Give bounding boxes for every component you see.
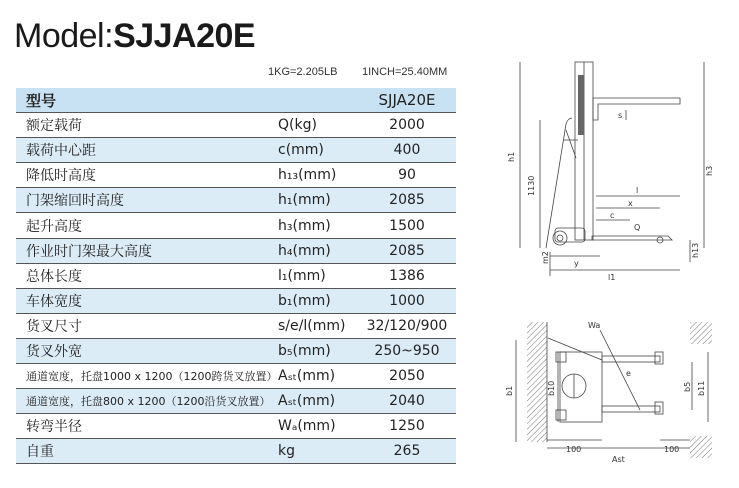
row-unit: Aₛₜ(mm) bbox=[278, 364, 358, 389]
label-h13: h13 bbox=[691, 242, 700, 258]
row-value: 2050 bbox=[358, 364, 456, 389]
row-value: 2000 bbox=[358, 113, 456, 138]
row-name: 作业时门架最大高度 bbox=[16, 238, 278, 263]
label-c: c bbox=[610, 211, 615, 220]
row-name: 转弯半径 bbox=[16, 414, 278, 439]
label-h3: h3 bbox=[705, 165, 714, 176]
row-unit: Wₐ(mm) bbox=[278, 414, 358, 439]
label-m2: m2 bbox=[541, 251, 550, 264]
row-name: 车体宽度 bbox=[16, 288, 278, 313]
row-unit: s/e/l(mm) bbox=[278, 313, 358, 338]
label-y: y bbox=[574, 259, 579, 268]
label-1130: 1130 bbox=[527, 175, 536, 196]
label-s: s bbox=[618, 111, 623, 120]
label-l: l bbox=[636, 186, 639, 195]
row-value: 2085 bbox=[358, 188, 456, 213]
row-unit: h₃(mm) bbox=[278, 213, 358, 238]
row-name: 总体长度 bbox=[16, 263, 278, 288]
right-wall-bottom bbox=[690, 436, 712, 458]
model-label: Model: bbox=[14, 17, 114, 55]
label-e: e bbox=[626, 369, 631, 378]
header-value: SJJA20E bbox=[358, 88, 456, 113]
side-view-diagram bbox=[520, 62, 704, 276]
row-name: 通道宽度，托盘1000 x 1200（1200跨货叉放置） bbox=[16, 364, 278, 389]
row-value: 1500 bbox=[358, 213, 456, 238]
row-unit: kg bbox=[278, 439, 358, 464]
unit-inch-conversion: 1INCH=25.40MM bbox=[362, 66, 448, 78]
left-wall bbox=[527, 322, 547, 442]
row-unit: Q(kg) bbox=[278, 113, 358, 138]
row-name: 货叉外宽 bbox=[16, 338, 278, 363]
label-100-left: 100 bbox=[566, 445, 582, 454]
fork-upper bbox=[602, 356, 660, 362]
label-x: x bbox=[628, 199, 633, 208]
row-unit: h₁(mm) bbox=[278, 188, 358, 213]
model-code: SJJA20E bbox=[113, 17, 256, 55]
row-name: 自重 bbox=[16, 439, 278, 464]
fork-lower bbox=[602, 406, 660, 412]
label-b10: b10 bbox=[547, 380, 556, 396]
row-value: 2040 bbox=[358, 389, 456, 414]
row-unit: l₁(mm) bbox=[278, 263, 358, 288]
row-unit: c(mm) bbox=[278, 138, 358, 163]
label-b5: b5 bbox=[683, 381, 692, 392]
row-name: 降低时高度 bbox=[16, 163, 278, 188]
right-wall-top bbox=[690, 322, 712, 344]
label-b1: b1 bbox=[505, 385, 514, 396]
row-name: 额定载荷 bbox=[16, 113, 278, 138]
tow-handle bbox=[546, 118, 572, 248]
row-value: 1000 bbox=[358, 288, 456, 313]
row-name: 载荷中心距 bbox=[16, 138, 278, 163]
row-value: 90 bbox=[358, 163, 456, 188]
row-name: 门架缩回时高度 bbox=[16, 188, 278, 213]
label-Ast: Ast bbox=[612, 455, 625, 464]
label-l1: l1 bbox=[608, 273, 616, 282]
row-name: 起升高度 bbox=[16, 213, 278, 238]
side-view-labels bbox=[507, 111, 714, 282]
label-b11: b11 bbox=[697, 380, 706, 396]
row-unit: b₅(mm) bbox=[278, 338, 358, 363]
mast-chain bbox=[578, 75, 584, 135]
row-unit: Aₛₜ(mm) bbox=[278, 389, 358, 414]
label-Wa: Wa bbox=[588, 321, 601, 330]
row-value: 2085 bbox=[358, 238, 456, 263]
raised-fork bbox=[593, 98, 680, 120]
header-name: 型号 bbox=[16, 88, 278, 113]
label-h1: h1 bbox=[507, 151, 516, 162]
row-value: 32/120/900 bbox=[358, 313, 456, 338]
row-value: 265 bbox=[358, 439, 456, 464]
label-Q: Q bbox=[634, 223, 641, 232]
unit-kg-conversion: 1KG=2.205LB bbox=[268, 66, 338, 78]
row-name: 通道宽度，托盘800 x 1200（1200沿货叉放置） bbox=[16, 389, 278, 414]
row-unit: b₁(mm) bbox=[278, 288, 358, 313]
row-value: 1250 bbox=[358, 414, 456, 439]
row-value: 250~950 bbox=[358, 338, 456, 363]
row-value: 400 bbox=[358, 138, 456, 163]
row-unit: h₁₃(mm) bbox=[278, 163, 358, 188]
row-unit: h₄(mm) bbox=[278, 238, 358, 263]
row-value: 1386 bbox=[358, 263, 456, 288]
label-100-right: 100 bbox=[664, 445, 680, 454]
row-name: 货叉尺寸 bbox=[16, 313, 278, 338]
